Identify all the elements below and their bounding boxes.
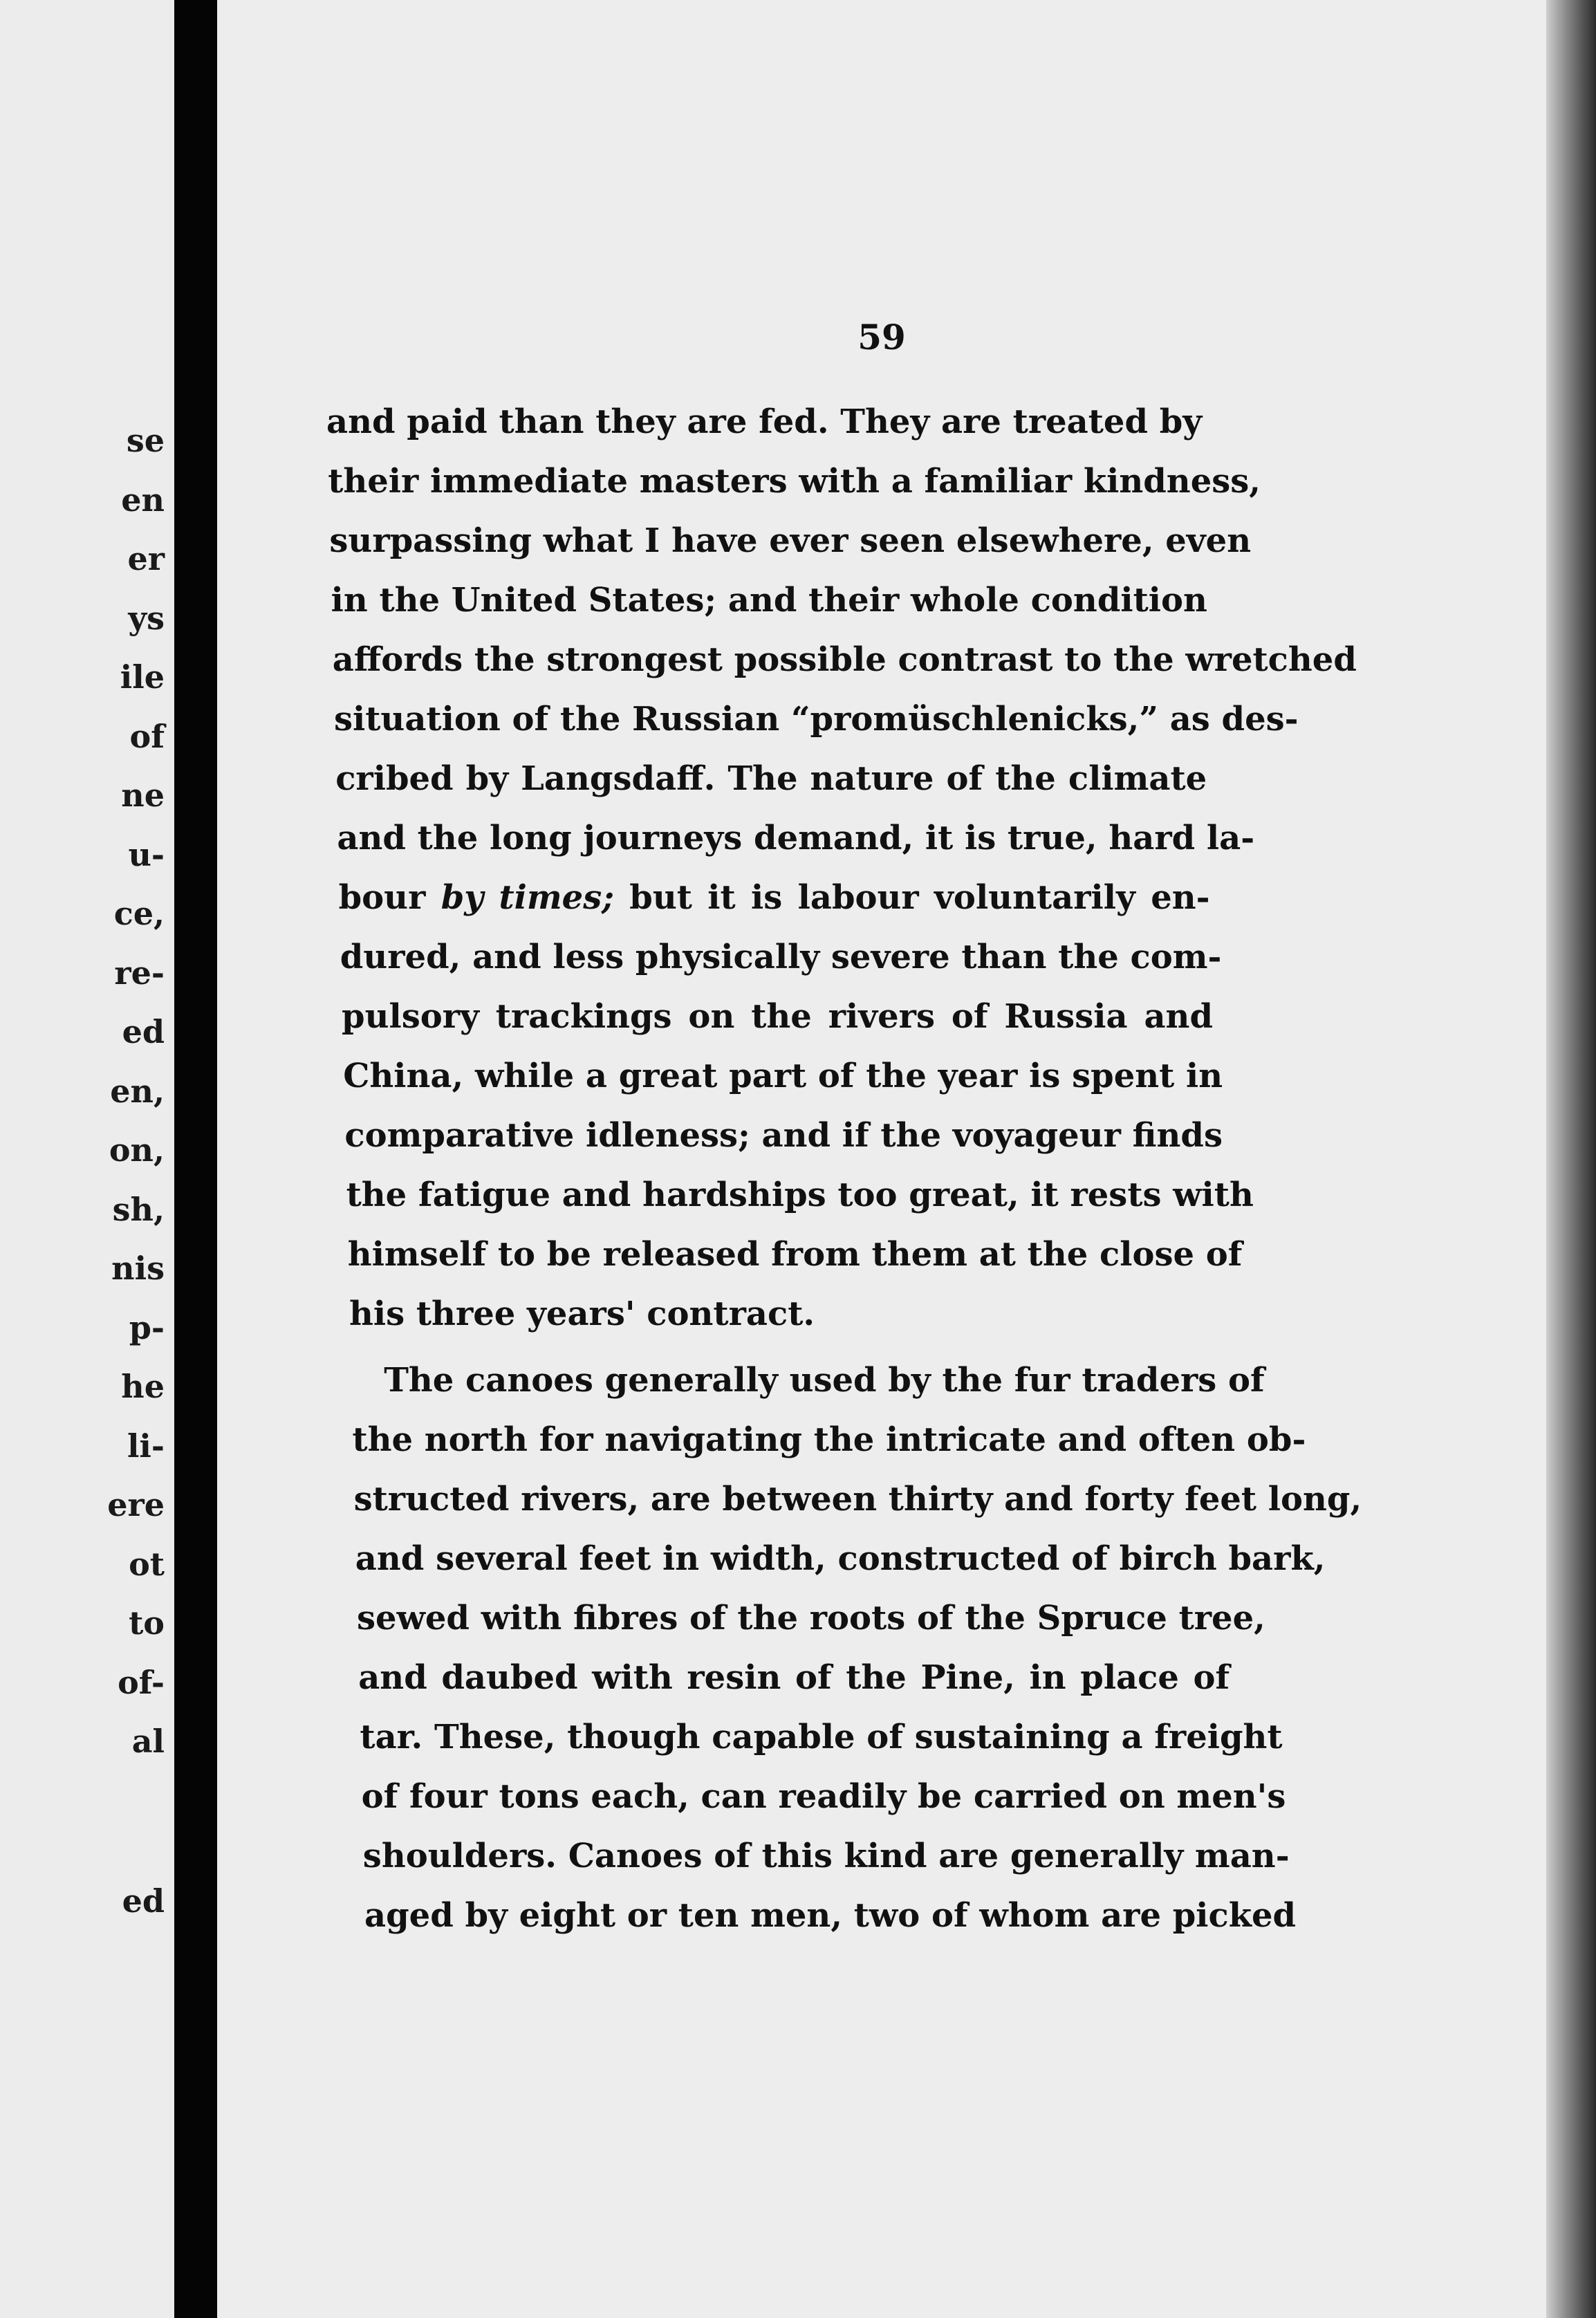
text-line: sewed with fibres of the roots of the Spruce tree, xyxy=(357,1599,1265,1638)
text-line: the fatigue and hardships too great, it rests with xyxy=(346,1176,1254,1214)
text-line: and the long journeys demand, it is true, hard la- xyxy=(337,819,1255,857)
text-line: situation of the Russian “promüschlenicks,” as des- xyxy=(334,700,1299,739)
book-gutter xyxy=(174,0,217,2318)
left-page-line-fragment: to xyxy=(129,1604,165,1642)
left-page-line-fragment: er xyxy=(127,540,165,577)
page-number: 59 xyxy=(857,317,906,358)
text-line: surpassing what I have ever seen elsewhere, even xyxy=(329,521,1252,560)
text-line: structed rivers, are between thirty and forty feet long, xyxy=(353,1480,1362,1519)
text-line: of four tons each, can readily be carried on men's xyxy=(361,1777,1286,1816)
text-line: aged by eight or ten men, two of whom are picked xyxy=(364,1896,1297,1935)
left-page-line-fragment: ys xyxy=(128,599,165,637)
text-line: himself to be released from them at the close of xyxy=(347,1235,1243,1274)
text-line: cribed by Langsdaff. The nature of the climate xyxy=(335,759,1207,798)
text-line: the north for navigating the intricate and often ob- xyxy=(352,1420,1306,1459)
text-line: in the United States; and their whole condition xyxy=(331,581,1207,620)
left-page-line-fragment: nis xyxy=(111,1250,165,1287)
text-line: tar. These, though capable of sustaining a freight xyxy=(360,1718,1283,1756)
left-page-line-fragment: ile xyxy=(120,658,165,696)
left-page-line-fragment: on, xyxy=(109,1131,165,1169)
left-page-line-fragment: li- xyxy=(127,1427,165,1465)
page-edge xyxy=(1546,0,1596,2318)
text-line: The canoes generally used by the fur traders of xyxy=(384,1361,1265,1400)
left-page-line-fragment: ere xyxy=(107,1486,165,1523)
text-line: bour by times; but it is labour voluntarily en- xyxy=(338,878,1210,917)
left-page-line-fragment: re- xyxy=(114,954,165,992)
book-page xyxy=(217,0,1546,2318)
text-line: dured, and less physically severe than the com- xyxy=(340,938,1222,976)
text-line: pulsory trackings on the rivers of Russia and xyxy=(342,997,1213,1036)
left-page-line-fragment: sh, xyxy=(112,1190,165,1228)
text-line: comparative idleness; and if the voyageur finds xyxy=(344,1116,1223,1155)
text-line: China, while a great part of the year is spent in xyxy=(343,1057,1223,1095)
left-page-line-fragment: se xyxy=(126,422,165,459)
text-line: his three years' contract. xyxy=(349,1295,815,1333)
left-page-line-fragment: ne xyxy=(121,777,165,814)
left-page-line-fragment: he xyxy=(121,1368,165,1405)
left-page-line-fragment: ce, xyxy=(113,895,165,932)
text-line: shoulders. Canoes of this kind are generally man- xyxy=(362,1837,1290,1875)
left-page-line-fragment: of- xyxy=(118,1663,165,1701)
text-line: and several feet in width, constructed of birch bark, xyxy=(355,1539,1326,1578)
text-line: affords the strongest possible contrast to the wretched xyxy=(332,640,1357,679)
left-page-line-fragment: ot xyxy=(129,1545,165,1583)
left-page-line-fragment: ed xyxy=(122,1013,165,1050)
left-page-line-fragment: al xyxy=(131,1723,165,1760)
left-page-line-fragment: ed xyxy=(122,1882,165,1920)
left-page-fragment xyxy=(0,0,174,2318)
left-page-line-fragment: of xyxy=(129,717,165,755)
text-line: and paid than they are fed. They are treated by xyxy=(326,402,1203,441)
text-line: and daubed with resin of the Pine, in place of xyxy=(358,1658,1230,1697)
left-page-line-fragment: u- xyxy=(128,835,165,873)
left-page-line-fragment: p- xyxy=(129,1308,165,1346)
text-line: their immediate masters with a familiar kindness, xyxy=(328,462,1261,501)
left-page-line-fragment: en, xyxy=(110,1072,165,1110)
left-page-line-fragment: en xyxy=(121,481,165,519)
